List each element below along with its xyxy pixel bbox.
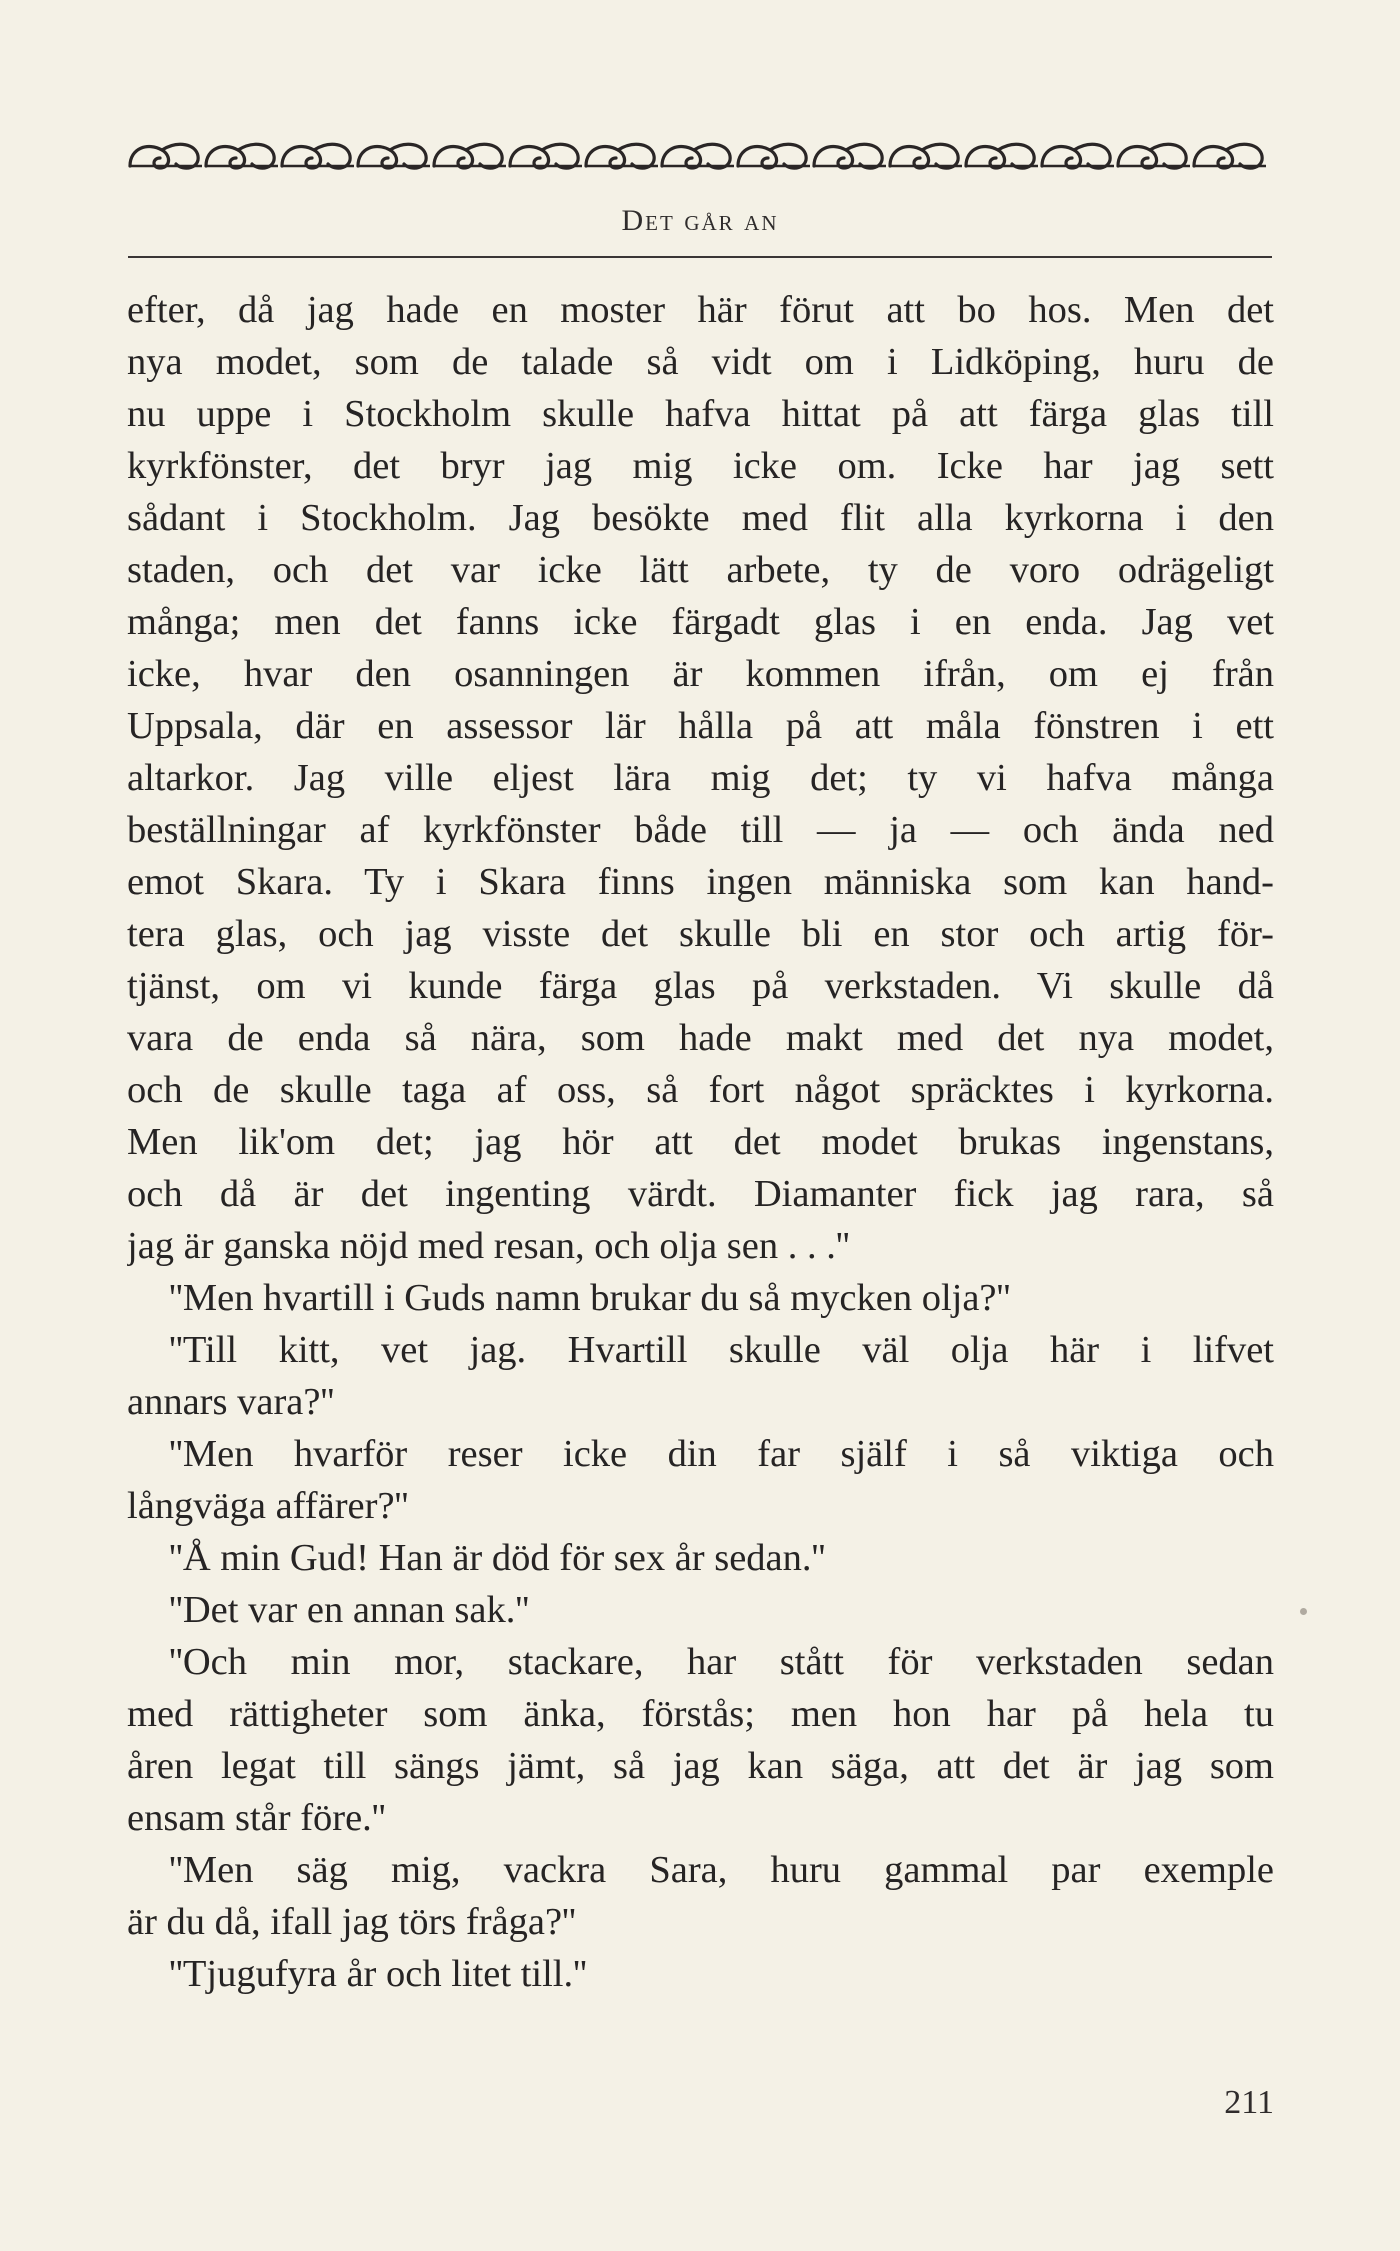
text-line: ''Till kitt, vet jag. Hvartill skulle väl olja här i lifvet [169, 1329, 1274, 1371]
text-line: efter, då jag hade en moster här förut att bo hos. Men det [127, 289, 1274, 331]
text-line: kyrkfönster, det bryr jag mig icke om. Icke har jag sett [127, 445, 1274, 487]
text-line: och de skulle taga af oss, så fort något spräcktes i kyrkorna. [127, 1069, 1274, 1111]
text-line: många; men det fanns icke färgadt glas i en enda. Jag vet [127, 601, 1274, 643]
text-line: sådant i Stockholm. Jag besökte med flit alla kyrkorna i den [127, 497, 1274, 539]
page-number: 211 [1224, 2084, 1274, 2121]
text-line: ensam står före.'' [127, 1797, 386, 1839]
text-line: nu uppe i Stockholm skulle hafva hittat på att färga glas till [127, 393, 1274, 435]
text-line: långväga affärer?'' [127, 1485, 409, 1527]
text-line: tera glas, och jag visste det skulle bli en stor och artig för- [127, 913, 1274, 955]
text-line: med rättigheter som änka, förstås; men hon har på hela tu [127, 1693, 1274, 1735]
text-line: är du då, ifall jag törs fråga?'' [127, 1901, 576, 1943]
text-line: ''Det var en annan sak.'' [169, 1589, 530, 1631]
text-line: åren legat till sängs jämt, så jag kan säga, att det är jag som [127, 1745, 1274, 1787]
text-line: ''Men hvartill i Guds namn brukar du så mycken olja?'' [169, 1277, 1011, 1319]
text-line: ''Och min mor, stackare, har stått för verkstaden sedan [169, 1641, 1274, 1683]
text-line: och då är det ingenting värdt. Diamanter fick jag rara, så [127, 1173, 1274, 1215]
header-rule [128, 256, 1272, 258]
text-line: Men lik'om det; jag hör att det modet brukas ingenstans, [127, 1121, 1274, 1163]
text-line: ''Men säg mig, vackra Sara, huru gammal par exemple [169, 1849, 1274, 1891]
text-line: ''Men hvarför reser icke din far själf i så viktiga och [169, 1433, 1274, 1475]
text-line: ''Tjugufyra år och litet till.'' [169, 1953, 587, 1995]
text-line: Uppsala, där en assessor lär hålla på att måla fönstren i ett [127, 705, 1274, 747]
text-line: beställningar af kyrkfönster både till — ja — och ända ned [127, 809, 1274, 851]
print-speck [1300, 1608, 1307, 1615]
text-line: nya modet, som de talade så vidt om i Lidköping, huru de [127, 341, 1274, 383]
decorative-border-ornament [126, 134, 1266, 174]
running-head: Det går an [621, 204, 779, 237]
text-line: icke, hvar den osanningen är kommen ifrån, om ej från [127, 653, 1274, 695]
text-line: vara de enda så nära, som hade makt med det nya modet, [127, 1017, 1274, 1059]
text-line: altarkor. Jag ville eljest lära mig det; ty vi hafva många [127, 757, 1274, 799]
text-line: staden, och det var icke lätt arbete, ty de voro odrägeligt [127, 549, 1274, 591]
text-line: annars vara?'' [127, 1381, 335, 1423]
body-text [127, 284, 1274, 2000]
text-line: tjänst, om vi kunde färga glas på verkstaden. Vi skulle då [127, 965, 1274, 1007]
text-line: emot Skara. Ty i Skara finns ingen människa som kan hand- [127, 861, 1274, 903]
text-line: jag är ganska nöjd med resan, och olja sen . . .'' [127, 1225, 850, 1267]
text-line: ''Å min Gud! Han är död för sex år sedan.'' [169, 1537, 826, 1579]
